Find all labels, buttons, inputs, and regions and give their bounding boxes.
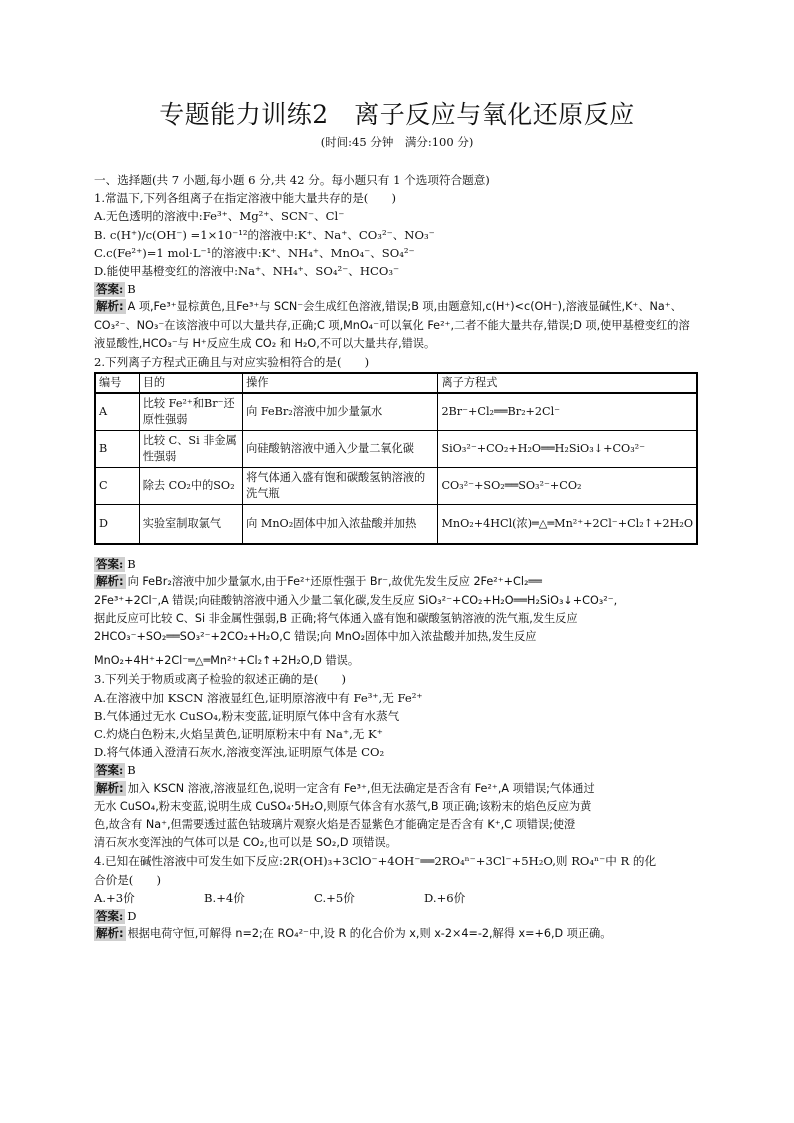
explanation-line: 2Fe³⁺+2Cl⁻,A 错误;向硅酸钠溶液中通入少量二氧化碳,发生反应 SiO₃²⁻+CO₂+H₂O══H₂SiO₃↓+CO₃²⁻, — [94, 593, 618, 607]
table-cell: 向 MnO₂固体中加入浓盐酸并加热 — [243, 504, 438, 544]
answer-value: B — [127, 557, 136, 572]
explanation — [94, 780, 700, 853]
explain-tag: 解析: — [96, 574, 124, 589]
page-title: 专题能力训练2 离子反应与氧化还原反应 — [159, 100, 635, 129]
table-header: 编号 — [95, 373, 139, 393]
table-cell: 向 FeBr₂溶液中加少量氯水 — [243, 393, 438, 430]
page-subtitle: (时间:45 分钟 满分:100 分) — [320, 135, 474, 149]
question-stem-cont: 合价是( ) — [94, 872, 162, 887]
explain-tag: 解析: — [96, 780, 124, 795]
explanation-text: 根据电荷守恒,可解得 n=2;在 RO₄²⁻中,设 R 的化合价为 x,则 x-2×4=-2,解得 x=+6,D 项正确。 — [127, 927, 612, 941]
explanation-text: A 项,Fe³⁺显棕黄色,且Fe³⁺与 SCN⁻会生成红色溶液,错误;B 项,由题意知,c(H⁺)<c(OH⁻),溶液显碱性,K⁺、Na⁺、CO₃²⁻、NO₃⁻在该溶液中可以大量共存,正确;C 项,MnO₄⁻可以氧化 Fe²⁺,二者不能大量共存,错误;D 项,使甲基橙变红的溶液显酸性,HCO₃⁻与 H⁺反应生成 CO₂ 和 H₂O,不可以大量共存,错误。 — [94, 300, 690, 350]
explanation — [94, 573, 700, 670]
table-header-row — [95, 373, 697, 393]
option-c: C.灼烧白色粉末,火焰呈黄色,证明原粉末中有 Na⁺,无 K⁺ — [94, 727, 383, 742]
table-cell: C — [95, 467, 139, 504]
table-cell: CO₃²⁻+SO₂══SO₃²⁻+CO₂ — [438, 467, 697, 504]
table-cell: 比较 Fe²⁺和Br⁻还原性强弱 — [139, 393, 242, 430]
answer-tag: 答案: — [96, 763, 124, 778]
option-b: B.气体通过无水 CuSO₄,粉末变蓝,证明原气体中含有水蒸气 — [94, 708, 400, 723]
explanation-line: 清石灰水变浑浊的气体可以是 CO₂,也可以是 SO₂,D 项错误。 — [94, 836, 397, 850]
option-a: A.+3价 — [94, 890, 135, 905]
table-cell: SiO₃²⁻+CO₂+H₂O══H₂SiO₃↓+CO₃²⁻ — [438, 430, 697, 467]
answer-row — [94, 555, 700, 573]
option-d: D.将气体通入澄清石灰水,溶液变浑浊,证明原气体是 CO₂ — [94, 745, 385, 760]
option-b: B.+4价 — [204, 890, 245, 905]
table-row — [95, 467, 697, 504]
table-row — [95, 430, 697, 467]
table-header: 离子方程式 — [438, 373, 697, 393]
answer-value: B — [127, 282, 136, 297]
table-cell: 比较 C、Si 非金属性强弱 — [139, 430, 242, 467]
table-row — [95, 504, 697, 544]
explanation-line: 据此反应可比较 C、Si 非金属性强弱,B 正确;将气体通入盛有饱和碳酸氢钠溶液的洗气瓶,发生反应 — [94, 611, 578, 625]
explanation-line: 无水 CuSO₄,粉末变蓝,说明生成 CuSO₄·5H₂O,则原气体含有水蒸气,B 项正确;该粉末的焰色反应为黄 — [94, 799, 592, 813]
explain-tag: 解析: — [96, 299, 124, 314]
explanation-text: 向 FeBr₂溶液中加少量氯水,由于Fe²⁺还原性强于 Br⁻,故优先发生反应 2Fe²⁺+Cl₂══ — [127, 575, 542, 589]
explanation-line: MnO₂+4H⁺+2Cl⁻═△═Mn²⁺+Cl₂↑+2H₂O,D 错误。 — [94, 654, 360, 668]
explanation-line — [94, 573, 700, 591]
table-cell: 将气体通入盛有饱和碳酸氢钠溶液的洗气瓶 — [243, 467, 438, 504]
answer-tag: 答案: — [96, 909, 124, 924]
table-cell: A — [95, 393, 139, 430]
explanation — [94, 298, 700, 353]
table-row — [95, 393, 697, 430]
table-cell: D — [95, 504, 139, 544]
table-cell: MnO₂+4HCl(浓)═△═Mn²⁺+2Cl⁻+Cl₂↑+2H₂O — [438, 504, 697, 544]
explanation-line — [94, 780, 700, 798]
table-cell: 2Br⁻+Cl₂══Br₂+2Cl⁻ — [438, 393, 697, 430]
answer-tag: 答案: — [96, 282, 124, 297]
option-a: A.无色透明的溶液中:Fe³⁺、Mg²⁺、SCN⁻、Cl⁻ — [94, 209, 345, 224]
section-heading: 一、选择题(共 7 小题,每小题 6 分,共 42 分。每小题只有 1 个选项符合题意) — [94, 173, 490, 187]
option-c: C.c(Fe²⁺)=1 mol·L⁻¹的溶液中:K⁺、NH₄⁺、MnO₄⁻、SO₄²⁻ — [94, 245, 415, 260]
question-stem: 2.下列离子方程式正确且与对应实验相符合的是( ) — [94, 355, 370, 370]
table-cell: 除去 CO₂中的SO₂ — [139, 467, 242, 504]
question-3 — [94, 670, 700, 852]
question-stem: 3.下列关于物质或离子检验的叙述正确的是( ) — [94, 672, 346, 687]
option-c: C.+5价 — [314, 890, 355, 905]
answer-value: B — [127, 763, 136, 778]
explanation-line: 色,故含有 Na⁺,但需要透过蓝色钴玻璃片观察火焰是否显紫色才能确定是否含有 K⁺,C 项错误;使澄 — [94, 818, 576, 832]
answer-tag: 答案: — [96, 557, 124, 572]
answer-row — [94, 907, 700, 925]
explain-tag: 解析: — [96, 926, 124, 941]
worksheet-page — [94, 98, 700, 944]
experiment-table — [94, 372, 698, 545]
table-cell: 向硅酸钠溶液中通入少量二氧化碳 — [243, 430, 438, 467]
answer-row — [94, 761, 700, 779]
answer-row — [94, 280, 700, 298]
table-cell: 实验室制取氯气 — [139, 504, 242, 544]
explanation — [94, 925, 700, 943]
option-d: D.能使甲基橙变红的溶液中:Na⁺、NH₄⁺、SO₄²⁻、HCO₃⁻ — [94, 264, 400, 279]
answer-value: D — [127, 909, 137, 924]
option-d: D.+6价 — [424, 890, 466, 905]
question-2 — [94, 353, 700, 670]
table-header: 操作 — [243, 373, 438, 393]
option-b: B. c(H⁺)/c(OH⁻) =1×10⁻¹²的溶液中:K⁺、Na⁺、CO₃²⁻、NO₃⁻ — [94, 227, 435, 242]
question-1 — [94, 189, 700, 353]
options-row — [94, 889, 700, 907]
question-4 — [94, 852, 700, 943]
question-stem: 4.已知在碱性溶液中可发生如下反应:2R(OH)₃+3ClO⁻+4OH⁻══2RO₄ⁿ⁻+3Cl⁻+5H₂O,则 RO₄ⁿ⁻中 R 的化 — [94, 854, 657, 869]
explanation-text: 加入 KSCN 溶液,溶液显红色,说明一定含有 Fe³⁺,但无法确定是否含有 Fe²⁺,A 项错误;气体通过 — [127, 781, 595, 795]
table-cell: B — [95, 430, 139, 467]
question-stem: 1.常温下,下列各组离子在指定溶液中能大量共存的是( ) — [94, 191, 397, 206]
table-header: 目的 — [139, 373, 242, 393]
explanation-line: 2HCO₃⁻+SO₂══SO₃²⁻+2CO₂+H₂O,C 错误;向 MnO₂固体中加入浓盐酸并加热,发生反应 — [94, 630, 537, 644]
option-a: A.在溶液中加 KSCN 溶液显红色,证明原溶液中有 Fe³⁺,无 Fe²⁺ — [94, 690, 423, 705]
